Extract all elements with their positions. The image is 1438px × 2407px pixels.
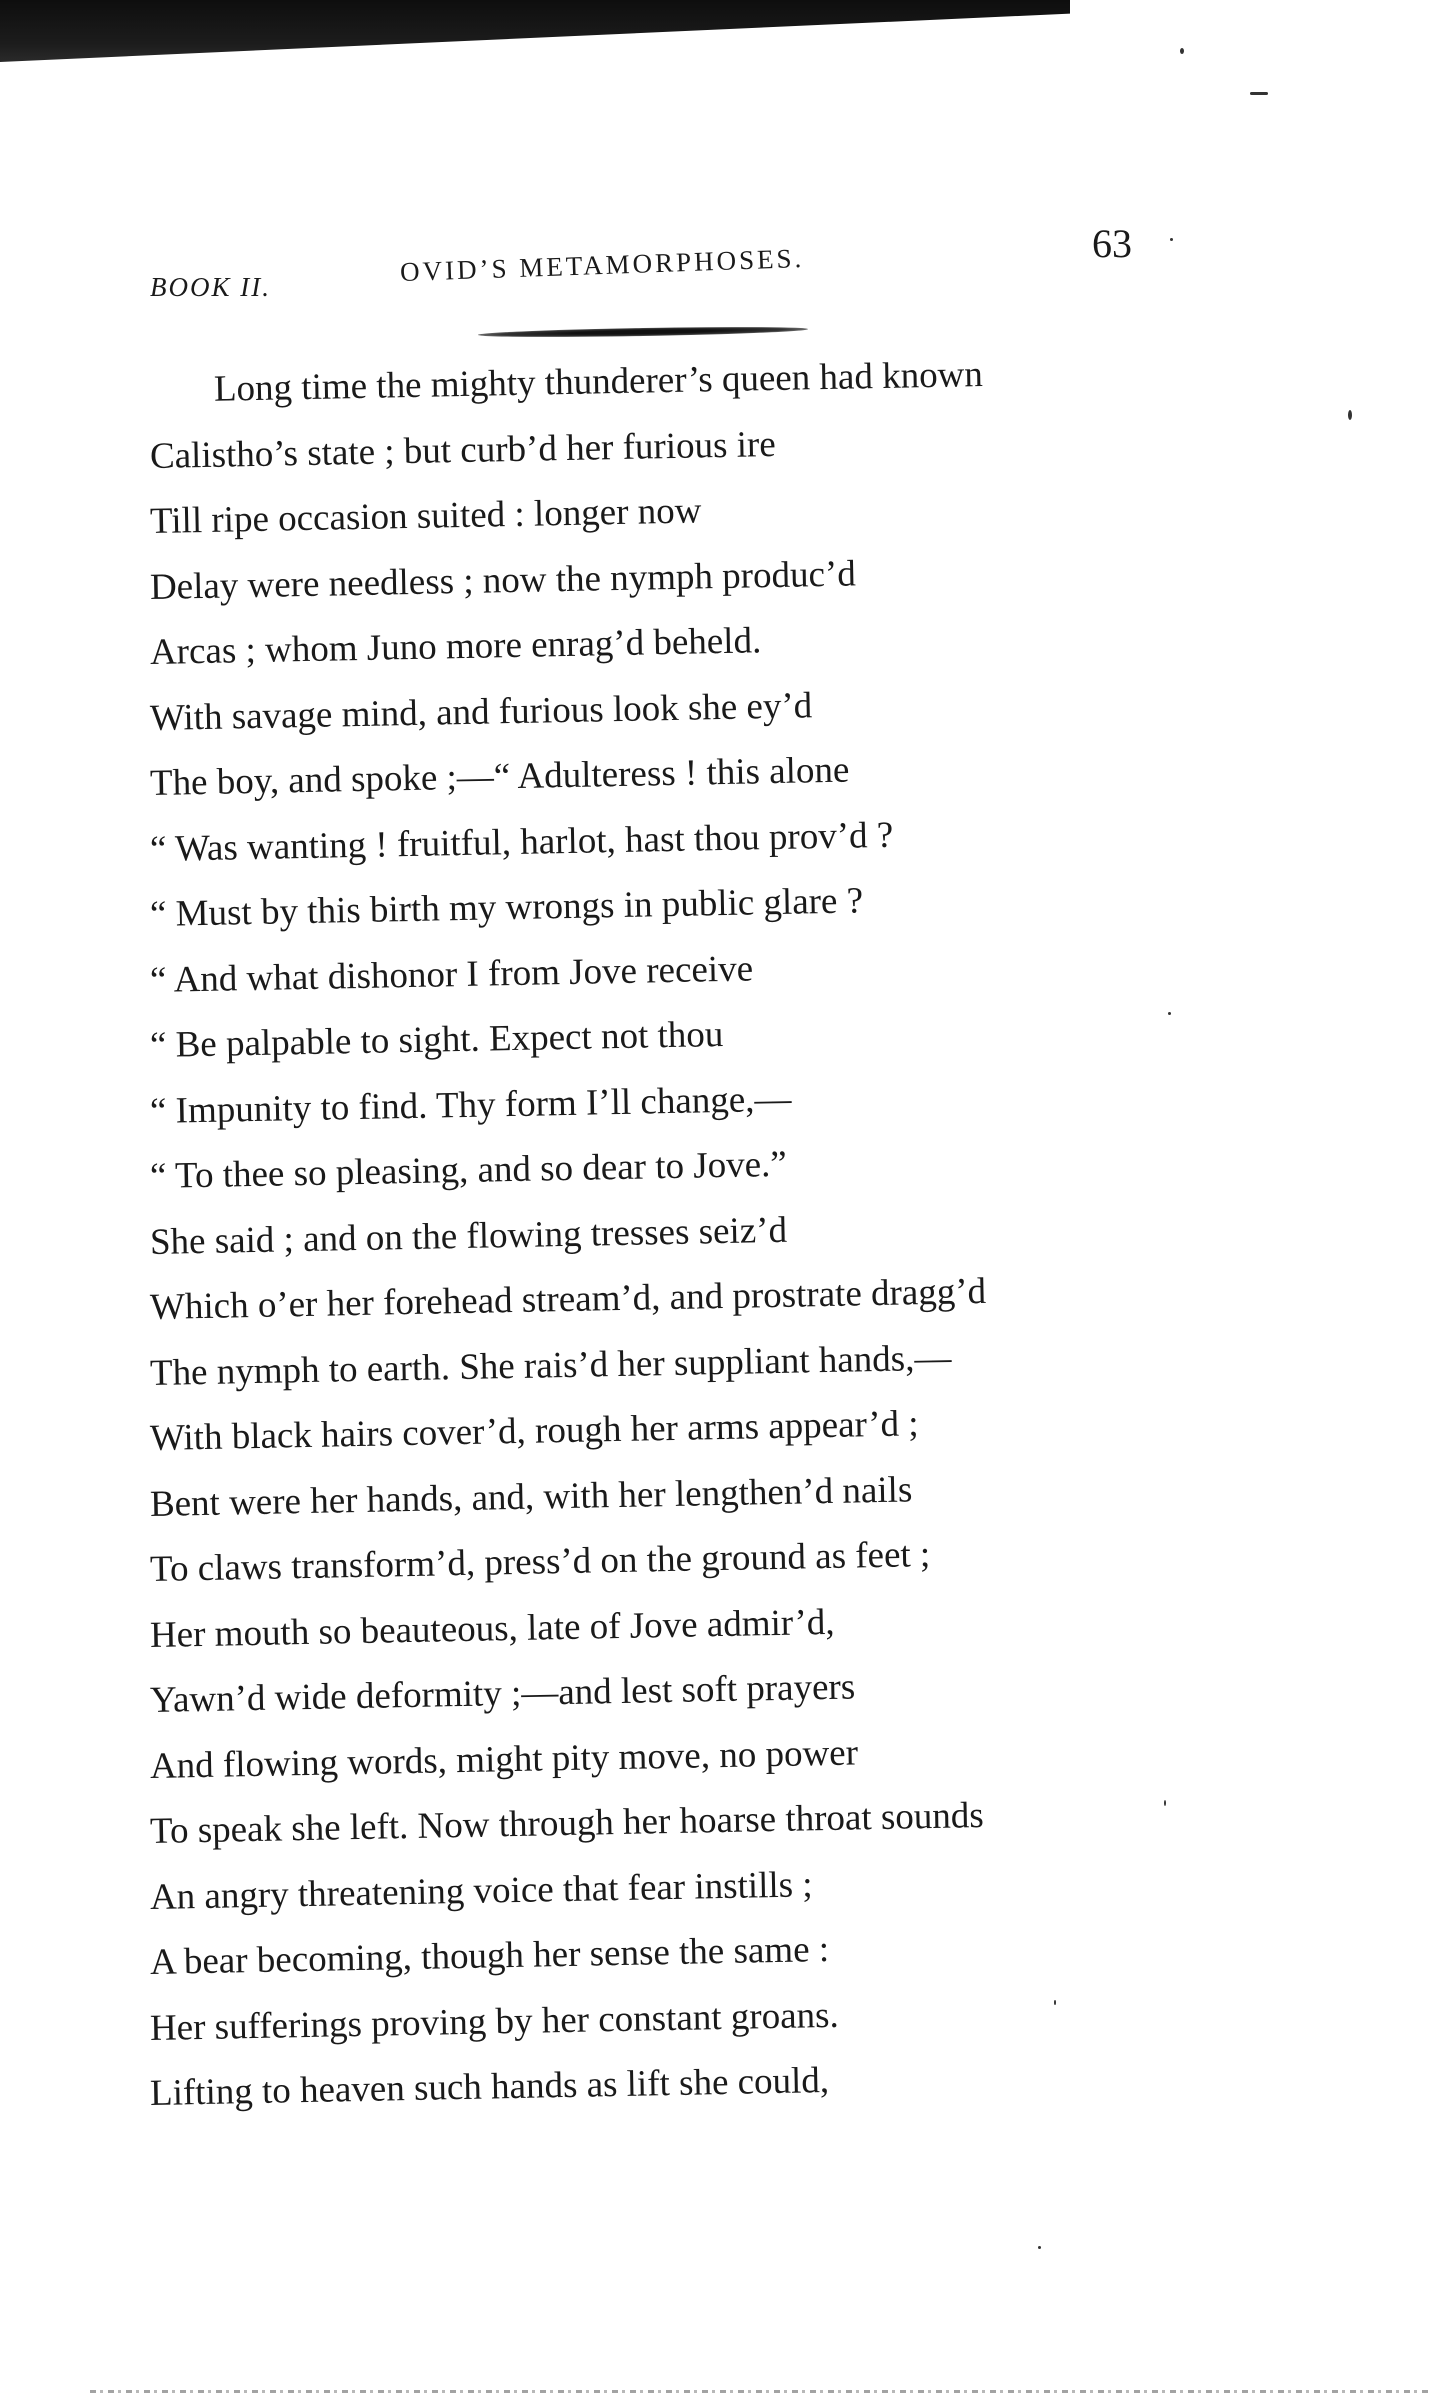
running-title: OVID’S METAMORPHOSES. [399, 242, 805, 288]
poem-line: A bear becoming, though her sense the same : [149, 1928, 830, 1983]
scan-bottom-edge [90, 2390, 1430, 2393]
paper-speck [1054, 2000, 1056, 2005]
poem-text [149, 354, 1190, 2127]
page-header [150, 220, 1200, 340]
paper-speck [1170, 238, 1173, 241]
poem-line: She said ; and on the flowing tresses seiz’d [149, 1209, 788, 1263]
page-number: 63 [1092, 221, 1132, 266]
poem-line: “ Must by this birth my wrongs in public glare ? [149, 880, 864, 935]
paper-speck [1348, 410, 1352, 420]
poem-line: Her mouth so beauteous, late of Jove admir’d, [149, 1601, 835, 1656]
poem-line: Bent were her hands, and, with her lengthen’d nails [149, 1468, 913, 1525]
scan-edge-shadow [0, 0, 1070, 62]
poem-line: An angry threatening voice that fear instills ; [149, 1863, 813, 1918]
poem-line: And flowing words, might pity move, no power [149, 1731, 859, 1787]
poem-line: With savage mind, and furious look she ey’d [149, 684, 813, 739]
header-rule [478, 325, 808, 339]
poem-line: Long time the mighty thunderer’s queen had known [213, 354, 984, 410]
poem-line: “ To thee so pleasing, and so dear to Jove.” [149, 1143, 788, 1197]
poem-line: Calistho’s state ; but curb’d her furious ire [149, 423, 777, 477]
book-label: BOOK II. [150, 272, 271, 302]
poem-line: To speak she left. Now through her hoarse throat sounds [149, 1794, 985, 1852]
poem-line: Her sufferings proving by her constant groans. [149, 1994, 840, 2049]
poem-line: “ Impunity to find. Thy form I’ll change,— [149, 1078, 792, 1132]
poem-line: The boy, and spoke ;—“ Adulteress ! this alone [149, 749, 850, 804]
paper-speck [1180, 48, 1184, 54]
paper-speck [1164, 1800, 1166, 1806]
poem-line: Yawn’d wide deformity ;—and lest soft prayers [149, 1666, 856, 1721]
poem-line: The nymph to earth. She rais’d her suppliant hands,— [149, 1337, 952, 1394]
poem-line: With black hairs cover’d, rough her arms appear’d ; [149, 1403, 919, 1459]
paper-speck [1038, 2246, 1041, 2249]
poem-line: “ And what dishonor I from Jove receive [149, 947, 754, 1001]
paper-speck [1250, 92, 1268, 95]
poem-line: “ Be palpable to sight. Expect not thou [149, 1013, 724, 1066]
poem-line: Which o’er her forehead stream’d, and prostrate dragg’d [149, 1270, 987, 1328]
poem-line: To claws transform’d, press’d on the ground as feet ; [149, 1534, 931, 1590]
poem-line: “ Was wanting ! fruitful, harlot, hast thou prov’d ? [149, 814, 894, 870]
paper-speck [1168, 1012, 1171, 1015]
poem-line: Arcas ; whom Juno more enrag’d beheld. [149, 620, 762, 673]
poem-line: Till ripe occasion suited : longer now [149, 490, 702, 542]
poem-line: Delay were needless ; now the nymph produc’d [149, 552, 857, 608]
poem-line: Lifting to heaven such hands as lift she could, [149, 2059, 830, 2114]
